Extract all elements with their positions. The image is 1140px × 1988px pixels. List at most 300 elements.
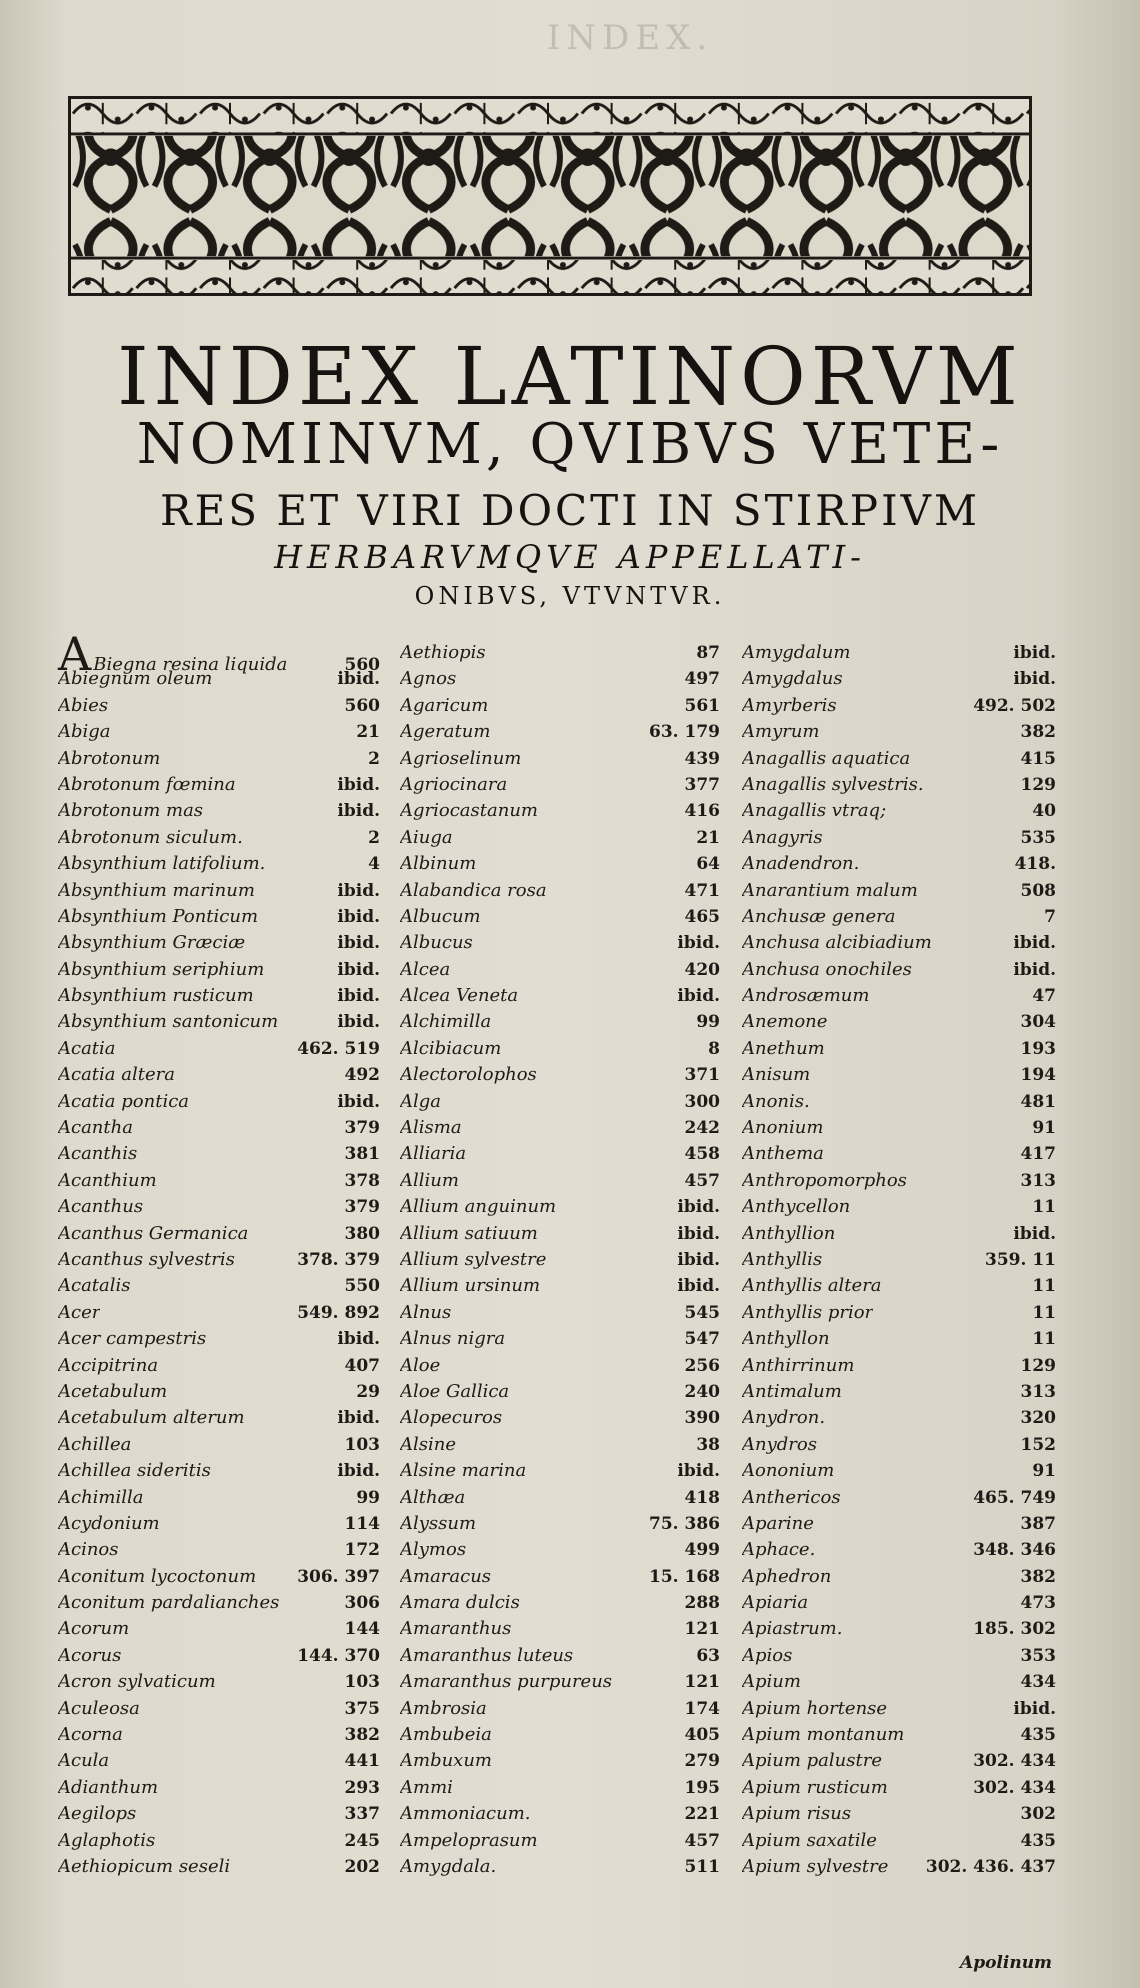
entry-term: Apium sylvestre [742, 1855, 889, 1877]
entry-page-number: 302. 434 [973, 1777, 1056, 1798]
entry-term: Anisum [742, 1064, 811, 1086]
entry-page-number: ibid. [337, 1012, 380, 1033]
index-entry [400, 1777, 720, 1803]
entry-page-number: 465. 749 [973, 1487, 1056, 1508]
entry-page-number: 508 [1020, 880, 1056, 901]
entry-term: Aegilops [58, 1803, 137, 1825]
entry-term: Achillea sideritis [58, 1460, 211, 1482]
entry-term: Alga [400, 1090, 442, 1112]
entry-page-number: 320 [1020, 1408, 1056, 1429]
index-entry [58, 1196, 380, 1222]
entry-page-number: 7 [1044, 906, 1056, 927]
entry-term: Alyssum [400, 1512, 477, 1534]
entry-term: Apium saxatile [742, 1829, 877, 1851]
index-entry [58, 959, 380, 985]
entry-page-number: 87 [696, 643, 720, 663]
entry-page-number: 348. 346 [973, 1540, 1056, 1561]
entry-page-number: 302. 434 [973, 1751, 1056, 1772]
index-entry [400, 695, 720, 721]
index-entry [742, 1143, 1056, 1169]
entry-term: Acorum [58, 1618, 130, 1640]
entry-page-number: 473 [1020, 1593, 1056, 1614]
entry-term: Alcea Veneta [400, 985, 519, 1007]
index-entry [58, 1513, 380, 1539]
index-entry [400, 1539, 720, 1565]
entry-term: Amara dulcis [400, 1592, 520, 1614]
entry-page-number: 435 [1020, 1725, 1056, 1746]
index-entry [58, 1487, 380, 1513]
entry-page-number: 304 [1020, 1012, 1056, 1033]
index-entry [742, 1856, 1056, 1882]
entry-page-number: 435 [1020, 1830, 1056, 1851]
entry-page-number: 550 [344, 1276, 380, 1297]
entry-term: Anagyris [742, 826, 823, 848]
index-column-3 [742, 642, 1056, 1882]
entry-page-number: 64 [696, 854, 720, 875]
entry-page-number: ibid. [337, 933, 380, 954]
index-entry [400, 774, 720, 800]
entry-term: Anthyllis prior [742, 1301, 874, 1323]
index-entry [400, 906, 720, 932]
index-entry [58, 1407, 380, 1433]
index-entry [58, 695, 380, 721]
entry-page-number: 302 [1020, 1804, 1056, 1825]
index-entry [742, 1592, 1056, 1618]
index-entry [58, 1698, 380, 1724]
entry-page-number: 300 [684, 1091, 720, 1112]
index-entry [400, 1618, 720, 1644]
entry-term: Amygdalum [742, 642, 851, 663]
entry-page-number: 462. 519 [297, 1038, 380, 1059]
entry-page-number: 245 [344, 1830, 380, 1851]
entry-term: Anydros [742, 1433, 817, 1455]
index-entry [742, 932, 1056, 958]
index-entry [400, 1698, 720, 1724]
entry-term: Absynthium Græciæ [58, 932, 246, 954]
index-entry [58, 1381, 380, 1407]
entry-term: Alymos [400, 1539, 467, 1561]
entry-page-number: 221 [684, 1804, 720, 1825]
index-entry [400, 1143, 720, 1169]
index-entry [742, 1487, 1056, 1513]
entry-page-number: 11 [1032, 1302, 1056, 1323]
index-entry [400, 1645, 720, 1671]
entry-term: Apiaria [742, 1592, 809, 1614]
entry-page-number: 2 [368, 827, 380, 848]
index-entry [742, 1618, 1056, 1644]
entry-term: Absynthium latifolium. [58, 853, 266, 875]
entry-term: Anthyllion [742, 1222, 836, 1244]
index-entry [400, 1671, 720, 1697]
entry-term: Aethiopis [400, 642, 486, 663]
entry-term: Acanthus sylvestris [58, 1248, 235, 1270]
entry-term: Aloe Gallica [400, 1380, 510, 1402]
entry-term: Aconitum lycoctonum [58, 1565, 257, 1587]
entry-page-number: ibid. [677, 1223, 720, 1244]
entry-term: Amygdala. [400, 1855, 497, 1877]
entry-page-number: 439 [684, 748, 720, 769]
entry-term: Anthyllis [742, 1248, 823, 1270]
entry-page-number: 418 [684, 1487, 720, 1508]
entry-term: Anagallis vtraq; [742, 800, 887, 822]
index-entry [400, 1434, 720, 1460]
entry-term: Acydonium [58, 1512, 160, 1534]
entry-page-number: 103 [344, 1434, 380, 1455]
index-entry [58, 853, 380, 879]
entry-page-number: ibid. [677, 986, 720, 1007]
entry-page-number: 535 [1020, 827, 1056, 848]
entry-term: Aconitum pardalianches [58, 1592, 280, 1614]
entry-term: Apiastrum. [742, 1618, 843, 1640]
entry-term: Aiuga [400, 826, 453, 848]
entry-page-number: 194 [1020, 1065, 1056, 1086]
entry-term: Alchimilla [400, 1011, 492, 1033]
index-entry [58, 1064, 380, 1090]
entry-page-number: 172 [344, 1540, 380, 1561]
entry-page-number: ibid. [337, 906, 380, 927]
index-entry [58, 1566, 380, 1592]
entry-page-number: 417 [1020, 1144, 1056, 1165]
entry-page-number: 144. 370 [297, 1645, 380, 1666]
entry-page-number: 387 [1020, 1513, 1056, 1534]
index-entry [742, 1513, 1056, 1539]
index-entry [58, 1328, 380, 1354]
entry-page-number: 561 [684, 695, 720, 716]
entry-term: Acetabulum [58, 1380, 168, 1402]
entry-page-number: ibid. [677, 1249, 720, 1270]
entry-term: Amaranthus luteus [400, 1644, 574, 1666]
entry-page-number: 382 [344, 1725, 380, 1746]
index-entry [742, 1064, 1056, 1090]
index-entry [58, 774, 380, 800]
index-entry [742, 800, 1056, 826]
entry-page-number: ibid. [677, 1197, 720, 1218]
entry-page-number: 481 [1020, 1091, 1056, 1112]
index-entry [742, 1355, 1056, 1381]
entry-page-number: 91 [1032, 1118, 1056, 1139]
entry-page-number: 492 [344, 1065, 380, 1086]
entry-page-number: 549. 892 [297, 1302, 380, 1323]
index-entry [742, 1302, 1056, 1328]
entry-term: Alectorolophos [400, 1064, 537, 1086]
entry-page-number: 379 [344, 1197, 380, 1218]
index-column-2 [400, 642, 720, 1882]
entry-term: Alliaria [400, 1143, 467, 1165]
entry-page-number: 306. 397 [297, 1566, 380, 1587]
entry-term: Ampeloprasum [400, 1829, 538, 1851]
entry-term: Allium anguinum [400, 1196, 557, 1218]
entry-page-number: 434 [1020, 1672, 1056, 1693]
index-entry [58, 1671, 380, 1697]
entry-page-number: 63 [696, 1645, 720, 1666]
index-entry [58, 1618, 380, 1644]
index-entry [400, 1407, 720, 1433]
index-entry [58, 932, 380, 958]
entry-term: Alisma [400, 1117, 462, 1139]
index-entry [400, 748, 720, 774]
entry-page-number: ibid. [337, 959, 380, 980]
entry-page-number: ibid. [677, 933, 720, 954]
entry-page-number: 4 [368, 854, 380, 875]
entry-page-number: 378 [344, 1170, 380, 1191]
entry-term: Apium hortense [742, 1697, 888, 1719]
index-entry [400, 1460, 720, 1486]
index-entry [742, 774, 1056, 800]
entry-page-number: 63. 179 [649, 722, 720, 743]
index-entry [400, 1487, 720, 1513]
entry-page-number: 457 [684, 1830, 720, 1851]
entry-page-number: ibid. [337, 986, 380, 1007]
index-entry [400, 827, 720, 853]
index-entry [742, 985, 1056, 1011]
entry-term: Apios [742, 1644, 793, 1666]
entry-page-number: 21 [356, 722, 380, 743]
entry-page-number: ibid. [337, 1461, 380, 1482]
entry-page-number: 174 [684, 1698, 720, 1719]
index-entry [58, 721, 380, 747]
entry-term: Amygdalus [742, 668, 843, 690]
entry-page-number: 337 [344, 1804, 380, 1825]
entry-term: Apium palustre [742, 1750, 882, 1772]
entry-page-number: 457 [684, 1170, 720, 1191]
entry-term: Anagallis sylvestris. [742, 773, 924, 795]
entry-page-number: 420 [684, 959, 720, 980]
index-entry [400, 1355, 720, 1381]
title-line-1: INDEX LATINORVM [117, 330, 1023, 423]
index-entry [400, 1856, 720, 1882]
entry-page-number: 382 [1020, 722, 1056, 743]
entry-term: Acanthis [58, 1143, 138, 1165]
index-entry [742, 906, 1056, 932]
entry-term: Aphace. [742, 1539, 816, 1561]
index-entry [400, 1302, 720, 1328]
entry-page-number: 499 [684, 1540, 720, 1561]
index-entry [742, 1381, 1056, 1407]
index-entry [58, 1803, 380, 1829]
entry-page-number: 15. 168 [649, 1566, 720, 1587]
index-entry [742, 1038, 1056, 1064]
entry-term: Abrotonum siculum. [58, 826, 243, 848]
entry-page-number: 11 [1032, 1197, 1056, 1218]
index-columns [58, 627, 1056, 1972]
index-entry [742, 1698, 1056, 1724]
entry-term: Absynthium santonicum [58, 1011, 279, 1033]
index-entry [742, 1539, 1056, 1565]
entry-term: Agriocinara [400, 773, 508, 795]
entry-term: Anarantium malum [742, 879, 918, 901]
index-entry [58, 1750, 380, 1776]
catchword: Apolinum [960, 1953, 1053, 1973]
entry-term: Amyrberis [742, 694, 837, 716]
entry-page-number: 405 [684, 1725, 720, 1746]
entry-term: Acron sylvaticum [58, 1671, 216, 1693]
entry-term: Ambrosia [400, 1697, 487, 1719]
entry-page-number: 377 [684, 774, 720, 795]
index-entry [58, 1460, 380, 1486]
entry-term: Amaranthus purpureus [400, 1671, 613, 1693]
entry-term: Albucum [400, 905, 481, 927]
entry-page-number: 302. 436. 437 [925, 1856, 1056, 1877]
index-entry [742, 1407, 1056, 1433]
entry-term: Alnus nigra [400, 1328, 506, 1350]
entry-page-number: ibid. [337, 1329, 380, 1350]
entry-term: Acorus [58, 1644, 122, 1666]
entry-term: Acula [58, 1750, 110, 1772]
index-entry [400, 1117, 720, 1143]
index-entry [58, 906, 380, 932]
title-line-4: HERBARVMQVE APPELLATI- [274, 538, 866, 576]
entry-term: Accipitrina [58, 1354, 159, 1376]
entry-term: Agaricum [400, 694, 489, 716]
entry-term: Androsæmum [742, 985, 870, 1007]
index-entry [58, 1117, 380, 1143]
index-entry [742, 1671, 1056, 1697]
entry-term: Acanthium [58, 1169, 157, 1191]
index-entry [400, 642, 720, 668]
title-line-2: NOMINVM, QVIBVS VETE- [136, 412, 1004, 477]
index-entry [58, 748, 380, 774]
entry-term: Anthema [742, 1143, 824, 1165]
index-entry [400, 1381, 720, 1407]
entry-page-number: 380 [344, 1223, 380, 1244]
index-entry [58, 880, 380, 906]
index-entry [742, 827, 1056, 853]
entry-term: Acinos [58, 1539, 119, 1561]
entry-term: Anthropomorphos [742, 1169, 907, 1191]
entry-term: Acatia [58, 1037, 116, 1059]
entry-page-number: ibid. [337, 801, 380, 822]
index-entry [742, 1803, 1056, 1829]
entry-page-number: 415 [1020, 748, 1056, 769]
entry-term: Abrotonum fœmina [58, 773, 236, 795]
entry-page-number: 129 [1020, 774, 1056, 795]
entry-page-number: 8 [708, 1038, 720, 1059]
index-entry [742, 1434, 1056, 1460]
entry-page-number: 129 [1020, 1355, 1056, 1376]
index-entry [400, 1513, 720, 1539]
entry-term: Aculeosa [58, 1697, 140, 1719]
entry-term: Abiga [58, 721, 111, 743]
entry-page-number: 2 [368, 748, 380, 769]
entry-page-number: ibid. [337, 669, 380, 690]
entry-page-number: 560 [344, 655, 380, 675]
index-entry [742, 1249, 1056, 1275]
drop-cap: A [58, 627, 92, 681]
ornamental-headpiece [68, 96, 1032, 296]
index-entry [58, 1856, 380, 1882]
entry-term: Anthirrinum [742, 1354, 855, 1376]
entry-term: Anchusæ genera [742, 905, 896, 927]
index-entry [742, 1724, 1056, 1750]
entry-term: Albucus [400, 932, 473, 954]
entry-page-number: 11 [1032, 1276, 1056, 1297]
entry-page-number: 293 [344, 1777, 380, 1798]
index-entry [400, 1011, 720, 1037]
entry-term: Biegna resina liquida [93, 654, 288, 675]
entry-term: Abrotonum mas [58, 800, 204, 822]
index-entry [58, 985, 380, 1011]
entry-term: Alnus [400, 1301, 452, 1323]
entry-page-number: 21 [696, 827, 720, 848]
entry-page-number: 416 [684, 801, 720, 822]
entry-term: Acatia altera [58, 1064, 175, 1086]
entry-term: Anagallis aquatica [742, 747, 911, 769]
entry-term: Alsine marina [400, 1460, 527, 1482]
index-entry [400, 1566, 720, 1592]
entry-term: Anchusa alcibiadium [742, 932, 932, 954]
entry-page-number: 511 [684, 1856, 720, 1877]
index-entry [742, 853, 1056, 879]
entry-page-number: 371 [684, 1065, 720, 1086]
index-entry [742, 959, 1056, 985]
index-entry [58, 1355, 380, 1381]
index-entry [400, 880, 720, 906]
entry-term: Amaranthus [400, 1618, 512, 1640]
entry-page-number: 313 [1020, 1170, 1056, 1191]
index-entry [58, 1777, 380, 1803]
index-entry [742, 1170, 1056, 1196]
entry-page-number: 288 [684, 1593, 720, 1614]
index-entry [400, 1223, 720, 1249]
index-entry [58, 827, 380, 853]
entry-page-number: ibid. [1013, 959, 1056, 980]
index-entry [742, 1223, 1056, 1249]
entry-page-number: 375 [344, 1698, 380, 1719]
entry-term: Aphedron [742, 1565, 832, 1587]
index-entry [400, 1196, 720, 1222]
entry-term: Amyrum [742, 721, 820, 743]
entry-term: Anthycellon [742, 1196, 851, 1218]
entry-page-number: 418. [1014, 854, 1056, 875]
index-entry [58, 1223, 380, 1249]
entry-page-number: 38 [696, 1434, 720, 1455]
entry-page-number: 378. 379 [297, 1249, 380, 1270]
entry-page-number: ibid. [337, 1091, 380, 1112]
index-entry [742, 1011, 1056, 1037]
entry-page-number: 359. 11 [985, 1249, 1056, 1270]
entry-term: Acorna [58, 1724, 123, 1746]
index-entry [742, 1460, 1056, 1486]
entry-term: Apium [742, 1671, 801, 1693]
entry-page-number: ibid. [337, 1408, 380, 1429]
index-entry [58, 1038, 380, 1064]
entry-page-number: 29 [356, 1381, 380, 1402]
title-line-5: ONIBVS, VTVNTVR. [414, 582, 726, 610]
entry-term: Alopecuros [400, 1407, 503, 1429]
entry-term: Abiegnum oleum [58, 668, 213, 690]
index-entry [400, 1328, 720, 1354]
index-entry [742, 1275, 1056, 1301]
index-entry [58, 1170, 380, 1196]
entry-page-number: 114 [344, 1513, 380, 1534]
entry-page-number: 492. 502 [973, 695, 1056, 716]
entry-term: Acanthus Germanica [58, 1222, 249, 1244]
index-entry [400, 1592, 720, 1618]
entry-term: Anthyllon [742, 1328, 830, 1350]
entry-page-number: 121 [684, 1672, 720, 1693]
entry-page-number: 465 [684, 906, 720, 927]
entry-term: Aparine [742, 1512, 814, 1534]
entry-term: Albinum [400, 853, 477, 875]
entry-term: Anydron. [742, 1407, 826, 1429]
entry-page-number: 91 [1032, 1461, 1056, 1482]
entry-term: Acetabulum alterum [58, 1407, 245, 1429]
entry-page-number: 103 [344, 1672, 380, 1693]
index-entry [742, 1196, 1056, 1222]
index-entry [400, 668, 720, 694]
index-entry [400, 1064, 720, 1090]
entry-page-number: 99 [356, 1487, 380, 1508]
